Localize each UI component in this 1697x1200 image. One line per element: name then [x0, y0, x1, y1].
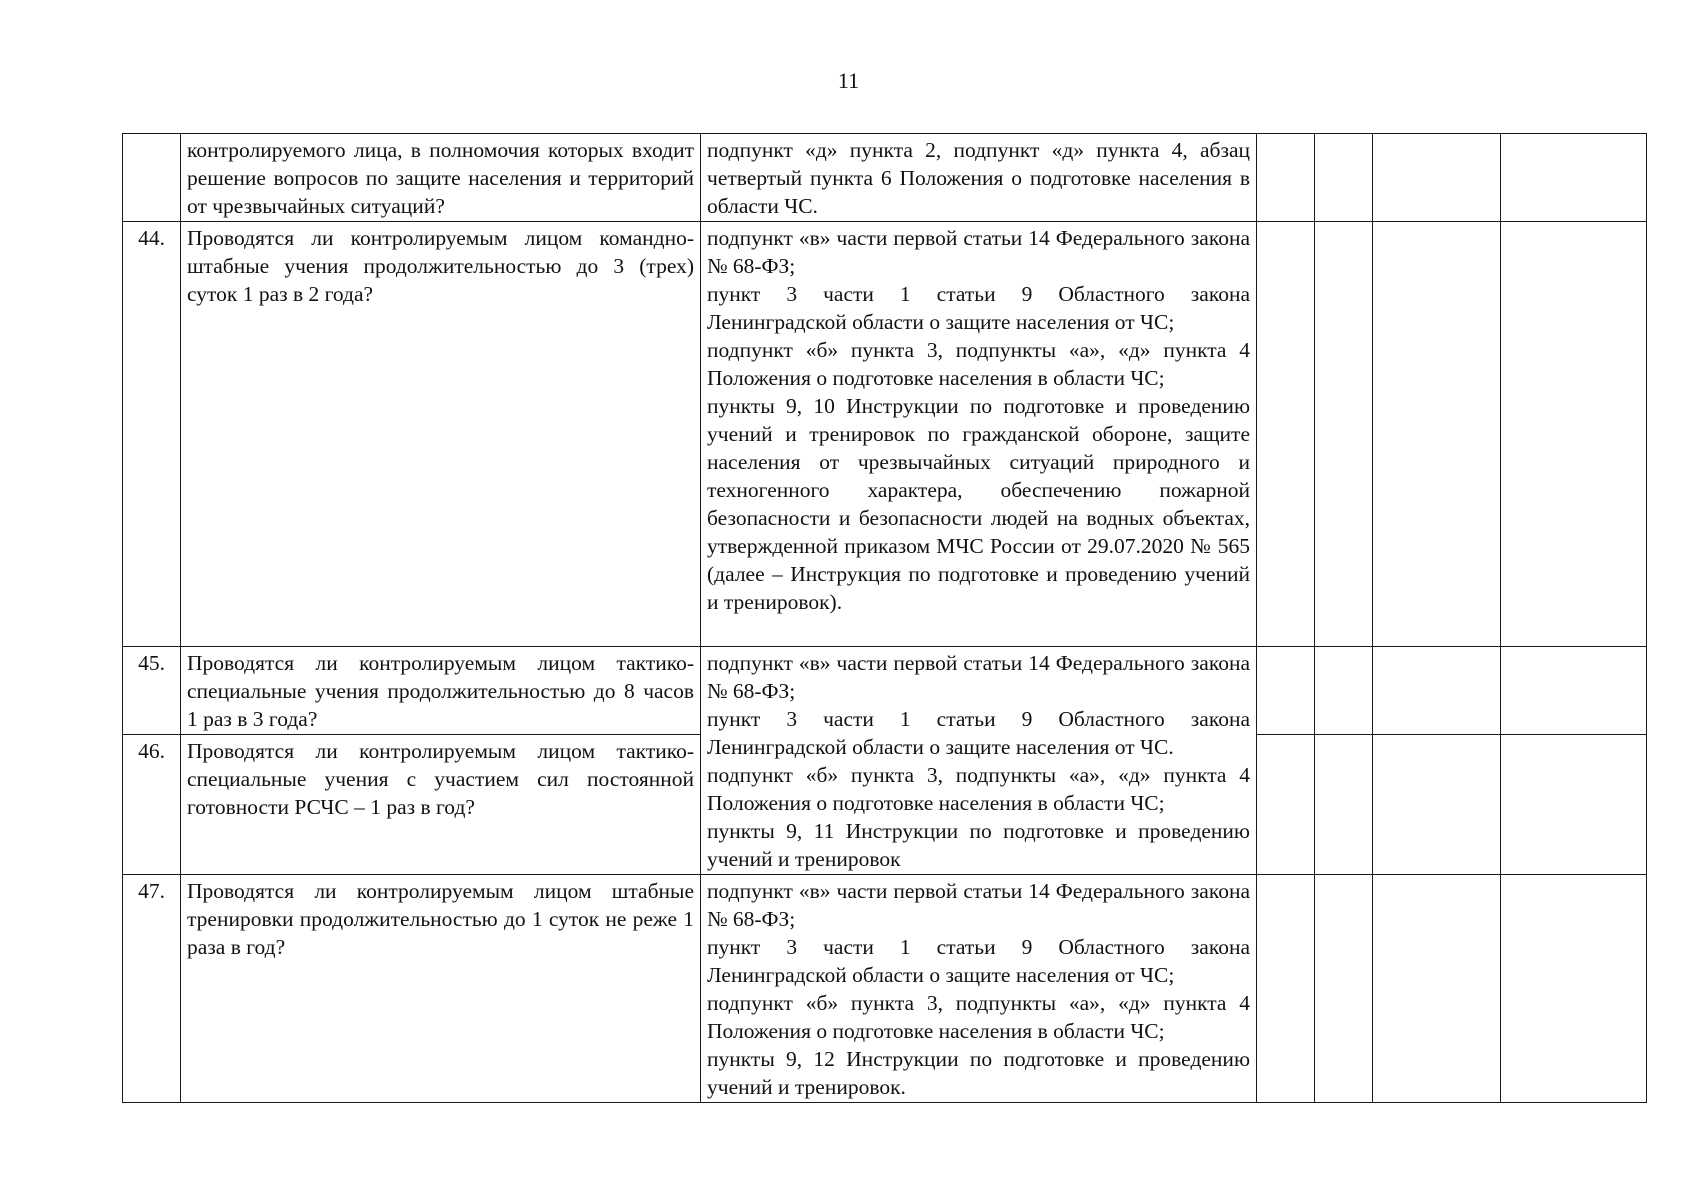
- empty-cell: [1373, 735, 1501, 875]
- empty-cell: [1257, 222, 1315, 647]
- table-row: [123, 222, 1647, 647]
- empty-cell: [1315, 134, 1373, 222]
- reference-cell: [701, 222, 1257, 647]
- empty-cell: [1373, 647, 1501, 735]
- reference-cell: [701, 134, 1257, 222]
- empty-cell: [1501, 647, 1647, 735]
- question-cell: Проводятся ли контролируемым лицом тактико-специальные учения с участием сил постоянной готовности РСЧС – 1 раз в год?: [181, 735, 701, 875]
- empty-cell: [1257, 875, 1315, 1103]
- table-row: [123, 647, 1647, 735]
- reference-line: подпункт «б» пункта 3, подпункты «а», «д» пункта 4 Положения о подготовке населения в области ЧС;: [707, 991, 1250, 1043]
- reference-line: подпункт «в» части первой статьи 14 Федерального закона № 68-ФЗ;: [707, 651, 1250, 703]
- empty-cell: [1501, 875, 1647, 1103]
- row-number: 44.: [123, 222, 181, 647]
- reference-line: пункты 9, 11 Инструкции по подготовке и проведению учений и тренировок: [707, 819, 1250, 871]
- empty-cell: [1257, 735, 1315, 875]
- row-number: 47.: [123, 875, 181, 1103]
- reference-line: пункт 3 части 1 статьи 9 Областного закона Ленинградской области о защите населения от ЧС.: [707, 707, 1250, 759]
- reference-cell: [701, 875, 1257, 1103]
- table-row: [123, 134, 1647, 222]
- empty-cell: [1315, 222, 1373, 647]
- reference-line: подпункт «в» части первой статьи 14 Федерального закона № 68-ФЗ;: [707, 226, 1250, 278]
- reference-line: пункт 3 части 1 статьи 9 Областного закона Ленинградской области о защите населения от ЧС;: [707, 282, 1250, 334]
- question-cell: Проводятся ли контролируемым лицом штабные тренировки продолжительностью до 1 суток не реже 1 раза в год?: [181, 875, 701, 1103]
- empty-cell: [1315, 647, 1373, 735]
- question-cell: Проводятся ли контролируемым лицом тактико-специальные учения продолжительностью до 8 часов 1 раз в 3 года?: [181, 647, 701, 735]
- question-cell: контролируемого лица, в полномочия которых входит решение вопросов по защите населения и территорий от чрезвычайных ситуаций?: [181, 134, 701, 222]
- reference-line: подпункт «б» пункта 3, подпункты «а», «д» пункта 4 Положения о подготовке населения в области ЧС;: [707, 763, 1250, 815]
- empty-cell: [1257, 647, 1315, 735]
- empty-cell: [1501, 222, 1647, 647]
- row-number: 45.: [123, 647, 181, 735]
- reference-line: подпункт «в» части первой статьи 14 Федерального закона № 68-ФЗ;: [707, 879, 1250, 931]
- page-number: 11: [837, 68, 860, 93]
- empty-cell: [1373, 222, 1501, 647]
- empty-cell: [1373, 134, 1501, 222]
- row-number: 46.: [123, 735, 181, 875]
- empty-cell: [1501, 735, 1647, 875]
- reference-line: подпункт «д» пункта 2, подпункт «д» пункта 4, абзац четвертый пункта 6 Положения о подготовке населения в области ЧС.: [707, 138, 1250, 218]
- reference-line: пункт 3 части 1 статьи 9 Областного закона Ленинградской области о защите населения от ЧС;: [707, 935, 1250, 987]
- table-row: [123, 875, 1647, 1103]
- empty-cell: [1315, 735, 1373, 875]
- checklist-table: [122, 133, 1647, 1103]
- reference-cell: [701, 647, 1257, 875]
- empty-cell: [1501, 134, 1647, 222]
- reference-line: пункты 9, 12 Инструкции по подготовке и проведению учений и тренировок.: [707, 1047, 1250, 1099]
- reference-line: пункты 9, 10 Инструкции по подготовке и проведению учений и тренировок по гражданской обороне, защите населения от чрезвычайных ситуаций природного и техногенного характера, обеспечению пожарной безопасности и безопасности людей на водных объектах, утвержденной приказом МЧС России от 29.07.2020 № 565 (далее – Инструкция по подготовке и проведению учений и тренировок).: [707, 394, 1250, 614]
- empty-cell: [1373, 875, 1501, 1103]
- reference-line: подпункт «б» пункта 3, подпункты «а», «д» пункта 4 Положения о подготовке населения в области ЧС;: [707, 338, 1250, 390]
- empty-cell: [1257, 134, 1315, 222]
- empty-cell: [1315, 875, 1373, 1103]
- question-cell: Проводятся ли контролируемым лицом командно-штабные учения продолжительностью до 3 (трех) суток 1 раз в 2 года?: [181, 222, 701, 647]
- row-number: [123, 134, 181, 222]
